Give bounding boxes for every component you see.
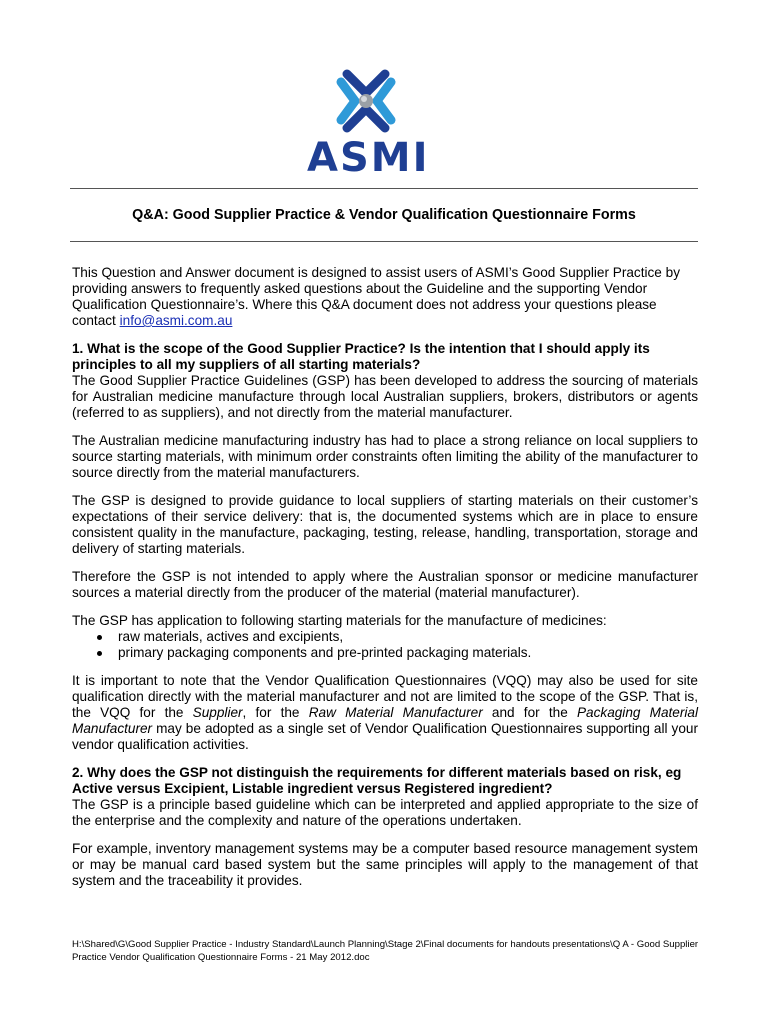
asmi-logo [307,66,430,181]
question-2-heading: 2. Why does the GSP not distinguish the requirements for different materials based on risk, eg Active versus Excipient, Listable ingredient versus Registered ingredient? [72,765,682,796]
materials-list [72,629,698,661]
answer-1-paragraph-3: The GSP is designed to provide guidance to local suppliers of starting materials on their customer’s expectations of their service delivery: that is, the documented systems which are in place to ensure consistent quality in the manufacture, packaging, testing, release, handling, transportation, storage and delivery of starting materials. [72,493,698,556]
bottom-divider [70,241,698,242]
file-path-footer: H:\Shared\G\Good Supplier Practice - Industry Standard\Launch Planning\Stage 2\Final documents for handouts presentations\Q A - Good Supplier Practice Vendor Qualification Questionnaire Forms - 21 May 2012.doc [72,939,699,963]
list-item: primary packaging components and pre-printed packaging materials. [118,645,698,661]
answer-2-paragraph-2: For example, inventory management systems may be a computer based resource management system or may be manual card based system but the same principles will apply to the management of that system and the traceability it provides. [72,841,698,888]
top-divider [70,188,698,189]
list-item: raw materials, actives and excipients, [118,629,698,645]
document-body [72,265,698,889]
answer-1-paragraph-4: Therefore the GSP is not intended to apply where the Australian sponsor or medicine manufacturer sources a material directly from the producer of the material (material manufacturer). [72,569,698,600]
answer-1-paragraph-6: It is important to note that the Vendor Qualification Questionnaires (VQQ) may also be used for site qualification directly with the material manufacturer and not are limited to the scope of the GSP. That is, the VQQ for the Supplier, for the Raw Material Manufacturer and for the Packaging Material Manufacturer may be adopted as a single set of Vendor Qualification Questionnaires supporting all your vendor qualification activities. [72,673,698,752]
email-link[interactable]: info@asmi.com.au [119,313,233,328]
answer-1-paragraph-2: The Australian medicine manufacturing industry has had to place a strong reliance on local suppliers to source starting materials, with minimum order constraints often limiting the ability of the manufacturer to source directly from the material manufacturers. [72,433,698,480]
answer-1-paragraph-1: The Good Supplier Practice Guidelines (GSP) has been developed to address the sourcing of materials for Australian medicine manufacture through local Australian suppliers, brokers, distributors or agents (referred to as suppliers), and not directly from the material manufacturer. [72,373,698,420]
asmi-cross-emblem-icon [307,66,425,136]
document-title: Q&A: Good Supplier Practice & Vendor Qualification Questionnaire Forms [132,207,636,223]
intro-paragraph: This Question and Answer document is designed to assist users of ASMI’s Good Supplier Practice by providing answers to frequently asked questions about the Guideline and the supporting Vendor Qualification Questionnaire’s. Where this Q&A document does not address your questions please contact info@asmi.com.au [72,265,681,328]
answer-2-paragraph-1: The GSP is a principle based guideline which can be interpreted and applied appropriate to the size of the enterprise and the complexity and nature of the operations undertaken. [72,797,698,828]
logo-wordmark: ASMI [307,135,430,181]
question-1-heading: 1. What is the scope of the Good Supplier Practice? Is the intention that I should apply its principles to all my suppliers of all starting materials? [72,341,650,372]
answer-1-paragraph-5: The GSP has application to following starting materials for the manufacture of medicines: [72,613,607,628]
